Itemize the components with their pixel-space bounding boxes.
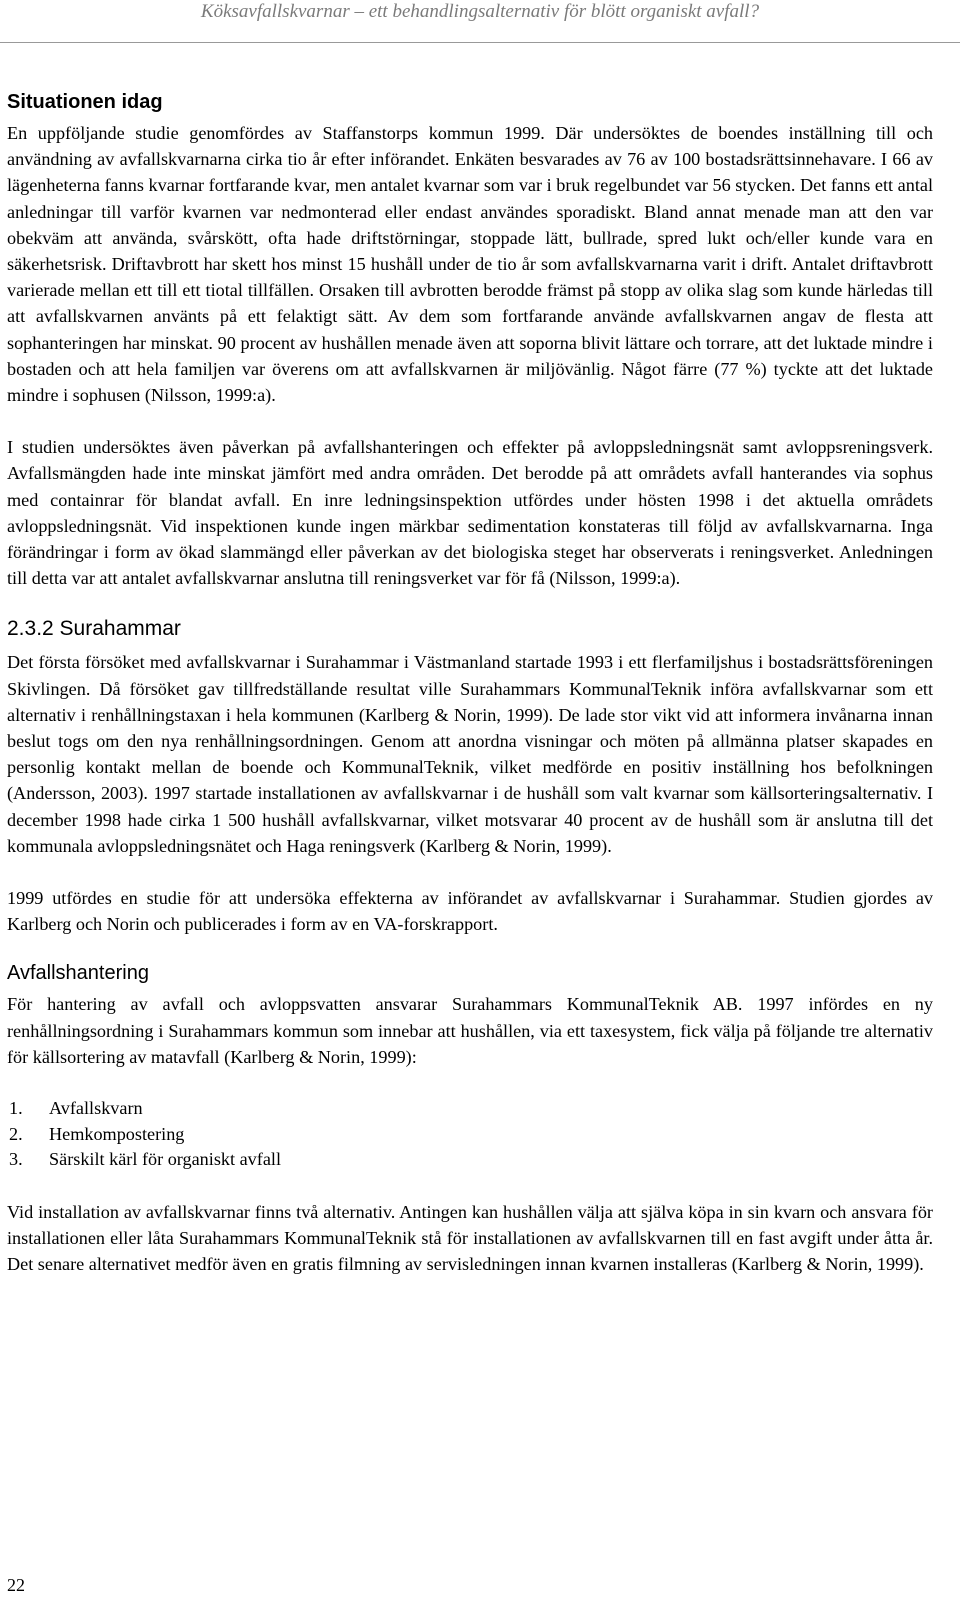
- running-header: Köksavfallskvarnar – ett behandlingsalternativ för blött organiskt avfall?: [200, 1, 760, 22]
- list-item-text: Särskilt kärl för organiskt avfall: [49, 1149, 282, 1170]
- paragraph-situation-2: I studien undersöktes även påverkan på avfallshanteringen och effekter på avloppsledningsnät samt avloppsreningsverk. Avfallsmängden hade inte minskat jämfört med andra områden. Det berodde på att områdets avfall hanterandes via sophus med containrar för blandat avfall. En inre ledningsinspektion utfördes under hösten 1998 i det aktuella områdets avloppsledningsnät. Vid inspektionen kunde ingen märkbar sedimentation konstateras till följd av avfallskvarnarna. Inga förändringar i form av ökad slammängd eller påverkan av det biologiska steget har observerats i reningsverket. Anledningen till detta var att antalet avfallskvarnar anslutna till reningsverket var för få (Nilsson, 1999:a).: [7, 437, 933, 589]
- list-item-number: 3.: [9, 1149, 23, 1170]
- page-number: 22: [7, 1575, 25, 1595]
- heading-surahammar: 2.3.2 Surahammar: [7, 617, 181, 641]
- header-divider: [0, 42, 960, 43]
- paragraph-situation-1: En uppföljande studie genomfördes av Staffanstorps kommun 1999. Där undersöktes de boendes inställning till och användning av avfallskvarnarna cirka tio år efter införandet. Enkäten besvarades av 76 av 100 bostadsrättsinnehavare. I 66 av lägenheterna fanns kvarnar fortfarande kvar, men antalet kvarnar som var i bruk regelbundet var 56 stycken. Det fanns ett antal anledningar till varför kvarnen var nedmonterad eller endast användes sporadiskt. Bland annat menade man att den var obekväm att använda, svårskött, ofta hade driftstörningar, stoppade lätt, bullrade, spred lukt och/eller kunde vara en säkerhetsrisk. Driftavbrott har skett hos minst 15 hushåll under de tio år som avfallskvarnarna varit i drift. Antalet driftavbrott varierade mellan ett till ett tiotal tillfällen. Orsaken till avbrotten berodde främst på stopp av olika slag som kunde härledas till att avfallskvarnen använts på ett felaktigt sätt. Av dem som fortfarande använde avfallskvarnen angav de flesta att sophanteringen har minskat. 90 procent av hushållen menade även att soporna blivit lättare och torrare, att det luktade mindre i bostaden och att hela familjen var överens om att avfallskvarnen är miljövänlig. Något färre (77 %) tyckte att det luktade mindre i sophusen (Nilsson, 1999:a).: [7, 123, 933, 406]
- paragraph-surahammar-1: Det första försöket med avfallskvarnar i Surahammar i Västmanland startade 1993 i ett flerfamiljshus i bostadsrättsföreningen Skivlingen. Då försöket gav tillfredställande resultat ville Surahammars KommunalTeknik införa avfallskvarnar som ett alternativ i renhållningstaxan i hela kommunen (Karlberg & Norin, 1999). De lade stor vikt vid att informera invånarna innan beslut togs om den nya renhållningsordningen. Genom att anordna visningar och möten på allmänna platser skapades en personlig kontakt mellan de boende och KommunalTeknik, vilket medförde en positiv inställning hos befolkningen (Andersson, 2003). 1997 startade installationen av avfallskvarnar i de hushåll som valt kvarnar som källsorteringsalternativ. I december 1998 hade cirka 1 500 hushåll avfallskvarnar, vilket motsvarar 40 procent av de hushåll som är anslutna till det kommunala avloppsledningsnätet och Haga reningsverk (Karlberg & Norin, 1999).: [7, 652, 933, 856]
- list-item-text: Hemkompostering: [49, 1123, 185, 1144]
- list-item-text: Avfallskvarn: [49, 1098, 143, 1119]
- heading-situationen-idag: Situationen idag: [7, 91, 163, 113]
- paragraph-surahammar-2: 1999 utfördes en studie för att undersöka effekterna av införandet av avfallskvarnar i Surahammar. Studien gjordes av Karlberg och Norin och publicerades i form av en VA-forskrapport.: [7, 888, 933, 935]
- list-item-number: 2.: [9, 1123, 23, 1144]
- list-item: [9, 1147, 933, 1173]
- paragraph-avfallshantering-intro: För hantering av avfall och avloppsvatten ansvarar Surahammars KommunalTeknik AB. 1997 infördes en ny renhållningsordning i Surahammars kommun som innebar att hushållen, via ett taxesystem, fick välja på följande tre alternativ för källsortering av matavfall (Karlberg & Norin, 1999):: [7, 994, 933, 1067]
- list-item: [9, 1122, 933, 1148]
- alternatives-list: [9, 1096, 933, 1173]
- list-item-number: 1.: [9, 1098, 23, 1119]
- heading-avfallshantering: Avfallshantering: [7, 962, 149, 985]
- list-item: [9, 1096, 933, 1122]
- paragraph-avfallshantering-closing: Vid installation av avfallskvarnar finns två alternativ. Antingen kan hushållen välja att själva köpa in sin kvarn och ansvara för installationen eller låta Surahammars KommunalTeknik stå för installationen av avfallskvarnen till en fast avgift under åtta år. Det senare alternativet medför även en gratis filmning av servisledningen innan kvarnen installeras (Karlberg & Norin, 1999).: [7, 1201, 933, 1274]
- page-body: [7, 88, 933, 1277]
